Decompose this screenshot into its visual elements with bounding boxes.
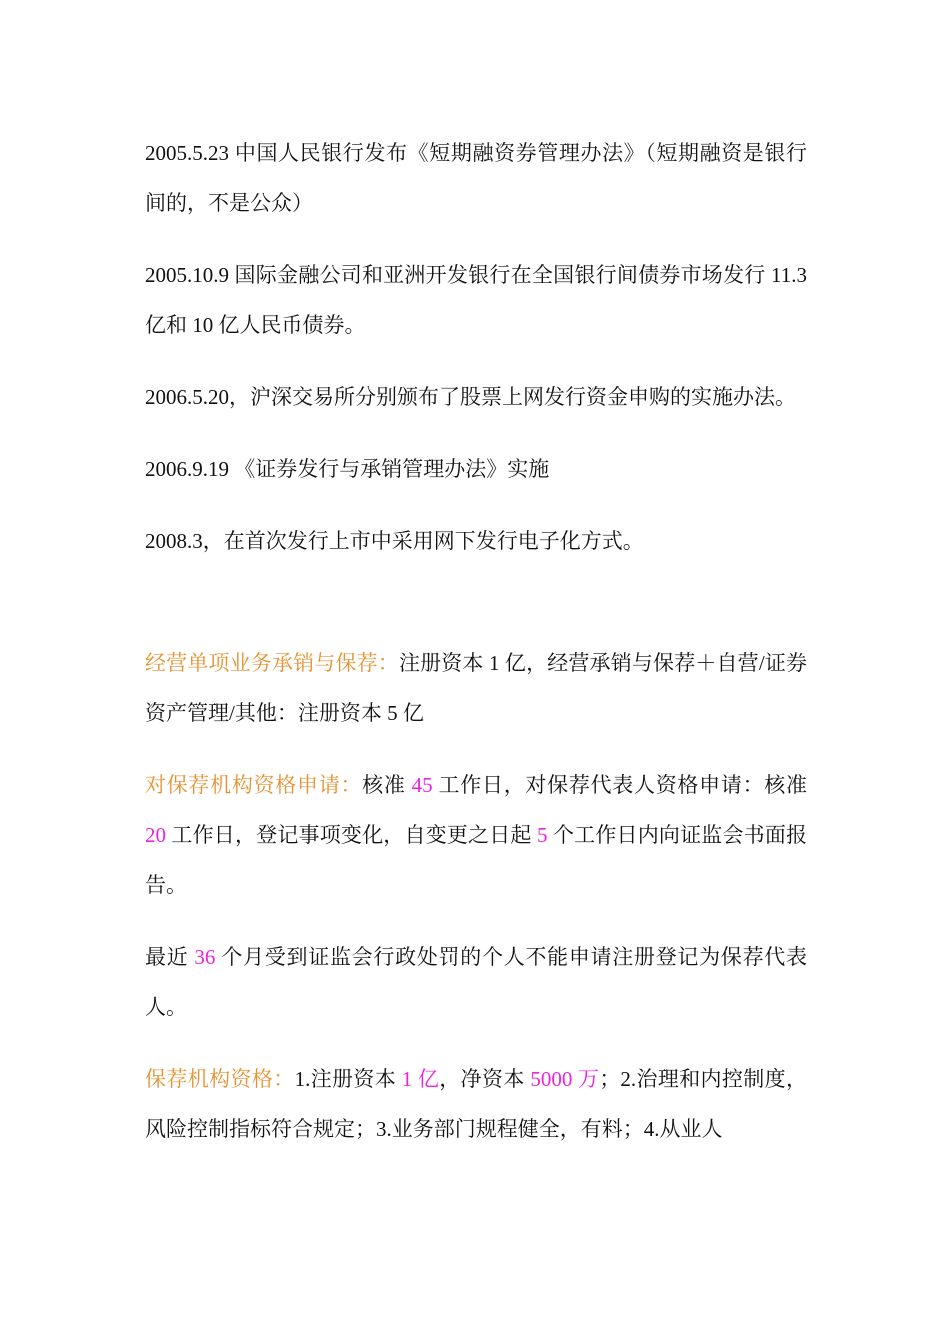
highlight-number: 36 [194, 945, 216, 969]
paragraph-text: 个工作日内向证监会书面报告。 [145, 823, 808, 897]
paragraph-heading: 保荐机构资格： [145, 1067, 295, 1091]
paragraph-2005-10-9 [145, 250, 807, 350]
paragraph-2006-5-20 [145, 372, 807, 422]
paragraph-sponsor-application [145, 760, 807, 910]
highlight-number: 20 [145, 823, 166, 847]
paragraph-text: 2008.3，在首次发行上市中采用网下发行电子化方式。 [145, 529, 644, 553]
paragraph-text: 核准 [362, 773, 412, 797]
paragraph-36-months [145, 932, 807, 1032]
paragraph-text: 工作日，登记事项变化，自变更之日起 [166, 823, 538, 847]
paragraph-business-capital [145, 638, 807, 738]
highlight-number: 5 [537, 823, 548, 847]
paragraph-text: 2005.10.9 国际金融公司和亚洲开发银行在全国银行间债券市场发行 11.3 亿和 10 亿人民币债券。 [145, 263, 807, 337]
paragraph-2005-5-23 [145, 128, 807, 228]
paragraph-text: ；2.治理和内控制度，风险控制指标符合规定；3.业务部门规程健全，有料；4.从业人 [145, 1067, 808, 1141]
paragraph-text: 2005.5.23 中国人民银行发布《短期融资券管理办法》（短期融资是银行间的，不是公众） [145, 141, 807, 215]
paragraph-2008-3 [145, 516, 807, 566]
paragraph-text: 1.注册资本 [294, 1067, 402, 1091]
paragraph-text: 个月受到证监会行政处罚的个人不能申请注册登记为保荐代表人。 [145, 945, 808, 1019]
paragraph-text: 最近 [145, 945, 195, 969]
highlight-number: 1 亿 [401, 1067, 440, 1091]
paragraph-sponsor-qualification [145, 1054, 807, 1154]
paragraph-heading: 对保荐机构资格申请： [145, 773, 363, 797]
highlight-number: 45 [411, 773, 433, 797]
paragraph-text: 2006.5.20，沪深交易所分别颁布了股票上网发行资金申购的实施办法。 [145, 385, 796, 409]
document-body [145, 128, 807, 1176]
highlight-number: 5000 万 [530, 1067, 600, 1091]
paragraph-heading: 经营单项业务承销与保荐： [145, 651, 399, 675]
paragraph-text: 2006.9.19 《证券发行与承销管理办法》实施 [145, 457, 550, 481]
paragraph-text: ，净资本 [439, 1067, 531, 1091]
paragraph-text: 工作日，对保荐代表人资格申请：核准 [432, 773, 808, 797]
paragraph-2006-9-19 [145, 444, 807, 494]
paragraph-text: 注册资本 1 亿，经营承销与保荐＋自营/证券资产管理/其他：注册资本 5 亿 [145, 651, 807, 725]
